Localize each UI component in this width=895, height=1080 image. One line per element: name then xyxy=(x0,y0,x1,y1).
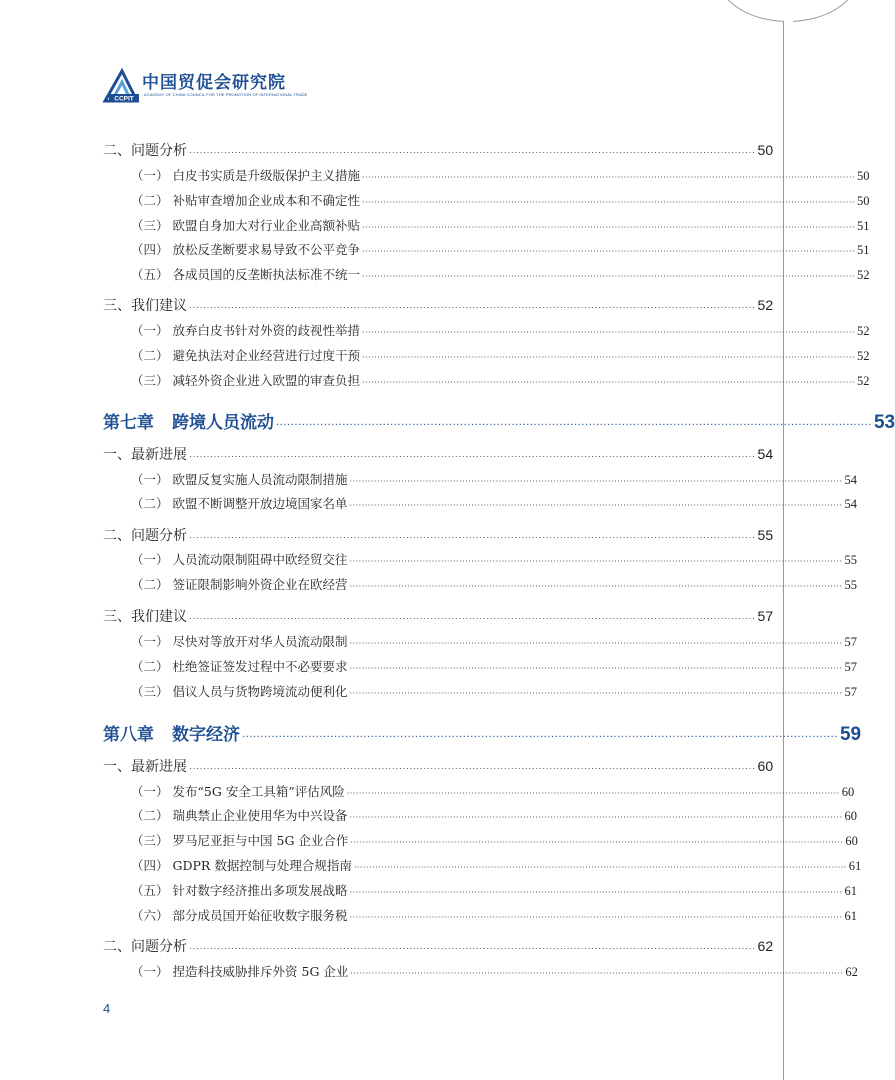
leader-dots: ·································································································································································· xyxy=(350,838,844,847)
toc-sub-number: （三） xyxy=(131,373,169,388)
toc-section-label: 二、问题分析 xyxy=(103,938,187,954)
toc-page-number: 62 xyxy=(757,938,774,954)
toc-page-number: 59 xyxy=(839,724,862,745)
toc-page-number: 55 xyxy=(844,553,857,567)
toc-sub-label: 白皮书实质是升级版保护主义措施 xyxy=(172,168,361,183)
toc-section-label: 三、我们建议 xyxy=(103,297,187,313)
toc-page-number: 57 xyxy=(844,635,857,649)
leader-dots: ·································································································································································· xyxy=(349,557,843,566)
toc-sub-number: （六） xyxy=(131,908,169,923)
toc-sub-number: （一） xyxy=(131,634,169,649)
leader-dots: ·································································································································································· xyxy=(349,664,843,673)
toc-sub-label: 倡议人员与货物跨境流动便利化 xyxy=(172,684,348,699)
leader-dots: ·································································································································································· xyxy=(362,272,855,281)
toc-sub-label: GDPR 数据控制与处理合规指南 xyxy=(172,858,352,873)
toc-page-number: 60 xyxy=(845,834,858,848)
toc-page-number: 50 xyxy=(857,194,870,208)
leader-dots: ·································································································································································· xyxy=(242,732,838,743)
toc-subsection[interactable] xyxy=(131,166,870,184)
toc-sub-number: （二） xyxy=(131,808,169,823)
toc-sub-label: 减轻外资企业进入欧盟的审查负担 xyxy=(172,373,361,388)
toc-sub-label: 捏造科技威胁排斥外资 5G 企业 xyxy=(172,964,349,979)
toc-sub-label: 欧盟自身加大对行业企业高额补贴 xyxy=(172,218,361,233)
toc-subsection[interactable] xyxy=(131,494,857,512)
leader-dots: ·································································································································································· xyxy=(349,501,843,510)
toc-sub-label: 部分成员国开始征收数字服务税 xyxy=(172,908,348,923)
toc-subsection[interactable] xyxy=(131,657,857,675)
toc-chapter-title: 跨境人员流动 xyxy=(172,413,274,433)
toc-page-number: 62 xyxy=(845,965,858,979)
toc-subsection[interactable] xyxy=(131,682,857,700)
toc-sub-label: 放弃白皮书针对外资的歧视性举措 xyxy=(172,323,361,338)
toc-section-label: 三、我们建议 xyxy=(103,608,187,624)
toc-page-number: 57 xyxy=(844,660,857,674)
toc-subsection[interactable] xyxy=(131,906,857,924)
toc-sub-number: （五） xyxy=(131,267,169,282)
toc-sub-label: 签证限制影响外资企业在欧经营 xyxy=(172,577,348,592)
leader-dots: ·································································································································································· xyxy=(349,888,843,897)
toc-sub-number: （一） xyxy=(131,784,169,799)
toc-subsection[interactable] xyxy=(131,550,857,568)
leader-dots: ·································································································································································· xyxy=(350,969,844,978)
toc-sub-label: 补贴审查增加企业成本和不确定性 xyxy=(172,193,361,208)
toc-page-number: 60 xyxy=(841,785,855,799)
toc-page-number: 61 xyxy=(848,859,862,873)
toc-subsection[interactable] xyxy=(131,346,870,364)
toc-subsection[interactable] xyxy=(131,265,870,283)
toc-section-problem-analysis[interactable] xyxy=(103,936,774,956)
toc-subsection[interactable] xyxy=(131,191,870,209)
toc-subsection[interactable] xyxy=(131,575,857,593)
toc-sub-number: （二） xyxy=(131,577,169,592)
toc-page-number: 52 xyxy=(857,324,870,338)
toc-sub-number: （三） xyxy=(131,684,169,699)
footer-page-number: 4 xyxy=(103,1001,111,1016)
toc-page-number: 50 xyxy=(757,142,774,158)
toc-sub-label: 欧盟不断调整开放边境国家名单 xyxy=(172,496,348,511)
toc-chapter-7[interactable] xyxy=(103,408,895,434)
toc-subsection[interactable] xyxy=(131,782,855,800)
toc-chapter-number: 第八章 xyxy=(103,725,154,745)
leader-dots: ·································································································································································· xyxy=(349,813,843,822)
leader-dots: ·································································································································································· xyxy=(189,943,756,953)
toc-chapter-number: 第七章 xyxy=(103,413,154,433)
toc-sub-number: （二） xyxy=(131,496,169,511)
toc-subsection[interactable] xyxy=(131,632,857,650)
leader-dots: ·································································································································································· xyxy=(189,451,756,461)
toc-section-latest-progress[interactable] xyxy=(103,756,774,776)
toc-page-number: 51 xyxy=(857,243,870,257)
toc-chapter-8[interactable] xyxy=(103,720,862,746)
toc-sub-label: 杜绝签证签发过程中不必要要求 xyxy=(172,659,348,674)
toc-sub-number: （四） xyxy=(131,242,169,257)
toc-sub-label: 针对数字经济推出多项发展战略 xyxy=(172,883,348,898)
toc-sub-number: （四） xyxy=(131,858,169,873)
toc-section-recommendations[interactable] xyxy=(103,295,774,315)
toc-page-number: 60 xyxy=(844,809,857,823)
leader-dots: ·································································································································································· xyxy=(362,173,855,182)
leader-dots: ·································································································································································· xyxy=(349,689,843,698)
toc-subsection[interactable] xyxy=(131,216,870,234)
toc-page-number: 53 xyxy=(873,412,895,433)
leader-dots: ·································································································································································· xyxy=(346,789,840,798)
toc-page-number: 52 xyxy=(857,349,870,363)
toc-sub-label: 欧盟反复实施人员流动限制措施 xyxy=(172,472,348,487)
toc-chapter-title: 数字经济 xyxy=(172,725,240,745)
toc-page-number: 57 xyxy=(844,685,857,699)
leader-dots: ·································································································································································· xyxy=(189,613,756,623)
toc-page-number: 61 xyxy=(844,884,857,898)
leader-dots: ·································································································································································· xyxy=(362,223,855,232)
toc-section-recommendations[interactable] xyxy=(103,606,774,626)
toc-sub-label: 人员流动限制阻碍中欧经贸交往 xyxy=(172,552,348,567)
leader-dots: ·································································································································································· xyxy=(362,247,855,256)
toc-section-problem-analysis[interactable] xyxy=(103,525,774,545)
toc-sub-number: （五） xyxy=(131,883,169,898)
toc-sub-label: 各成员国的反垄断执法标准不统一 xyxy=(172,267,361,282)
toc-page-number: 54 xyxy=(844,473,857,487)
toc-sub-number: （一） xyxy=(131,552,169,567)
toc-page-number: 60 xyxy=(757,758,774,774)
toc-sub-number: （二） xyxy=(131,659,169,674)
leader-dots: ·································································································································································· xyxy=(349,913,843,922)
toc-section-problem-analysis[interactable] xyxy=(103,140,774,160)
toc-subsection[interactable] xyxy=(131,831,858,849)
logo-subtitle: ACADEMY OF CHINA COUNCIL FOR THE PROMOTION OF INTERNATIONAL TRADE xyxy=(144,92,308,97)
toc-subsection[interactable] xyxy=(131,856,862,874)
toc-page-number: 52 xyxy=(757,297,774,313)
toc-page-number: 52 xyxy=(857,374,870,388)
toc-subsection[interactable] xyxy=(131,962,858,980)
leader-dots: ·································································································································································· xyxy=(362,328,855,337)
leader-dots: ·································································································································································· xyxy=(349,639,843,648)
leader-dots: ·································································································································································· xyxy=(353,863,847,872)
toc-page-number: 54 xyxy=(757,446,774,462)
toc-sub-number: （三） xyxy=(131,218,169,233)
leader-dots: ·································································································································································· xyxy=(362,353,855,362)
toc-sub-number: （二） xyxy=(131,193,169,208)
toc-sub-number: （一） xyxy=(131,472,169,487)
toc-subsection[interactable] xyxy=(131,806,857,824)
leader-dots: ·································································································································································· xyxy=(362,378,855,387)
toc-section-label: 二、问题分析 xyxy=(103,527,187,543)
toc-sub-label: 放松反垄断要求易导致不公平竞争 xyxy=(172,242,361,257)
leader-dots: ·································································································································································· xyxy=(349,477,843,486)
toc-page-number: 54 xyxy=(844,497,857,511)
toc-section-latest-progress[interactable] xyxy=(103,444,774,464)
toc-page-number: 55 xyxy=(844,578,857,592)
leader-dots: ·································································································································································· xyxy=(362,198,855,207)
leader-dots: ·································································································································································· xyxy=(189,147,756,157)
leader-dots: ·································································································································································· xyxy=(189,302,756,312)
toc-section-label: 二、问题分析 xyxy=(103,142,187,158)
leader-dots: ·································································································································································· xyxy=(276,420,872,431)
leader-dots: ·································································································································································· xyxy=(189,532,756,542)
toc-sub-number: （一） xyxy=(131,323,169,338)
logo-title: 中国贸促会研究院 xyxy=(142,73,286,93)
logo-abbr: CCPIT xyxy=(114,95,134,103)
toc-section-label: 一、最新进展 xyxy=(103,758,187,774)
toc-sub-number: （一） xyxy=(131,964,169,979)
toc-subsection[interactable] xyxy=(131,321,870,339)
toc-page-number: 51 xyxy=(857,219,870,233)
toc-section-label: 一、最新进展 xyxy=(103,446,187,462)
toc-page-number: 50 xyxy=(857,169,870,183)
toc-sub-label: 尽快对等放开对华人员流动限制 xyxy=(172,634,348,649)
toc-sub-number: （三） xyxy=(131,833,169,848)
leader-dots: ·································································································································································· xyxy=(189,763,756,773)
toc-subsection[interactable] xyxy=(131,881,857,899)
toc-page-number: 55 xyxy=(757,527,774,543)
toc-page-number: 61 xyxy=(844,909,857,923)
toc-sub-label: 瑞典禁止企业使用华为中兴设备 xyxy=(172,808,348,823)
toc-sub-label: 罗马尼亚拒与中国 5G 企业合作 xyxy=(172,833,349,848)
toc-page-number: 57 xyxy=(757,608,774,624)
toc-subsection[interactable] xyxy=(131,371,870,389)
toc-sub-number: （二） xyxy=(131,348,169,363)
toc-sub-label: 避免执法对企业经营进行过度干预 xyxy=(172,348,361,363)
toc-subsection[interactable] xyxy=(131,470,857,488)
toc-sub-number: （一） xyxy=(131,168,169,183)
toc-subsection[interactable] xyxy=(131,240,870,258)
leader-dots: ·································································································································································· xyxy=(349,582,843,591)
toc-page-number: 52 xyxy=(857,268,870,282)
toc-sub-label: 发布“5G 安全工具箱”评估风险 xyxy=(172,784,345,799)
